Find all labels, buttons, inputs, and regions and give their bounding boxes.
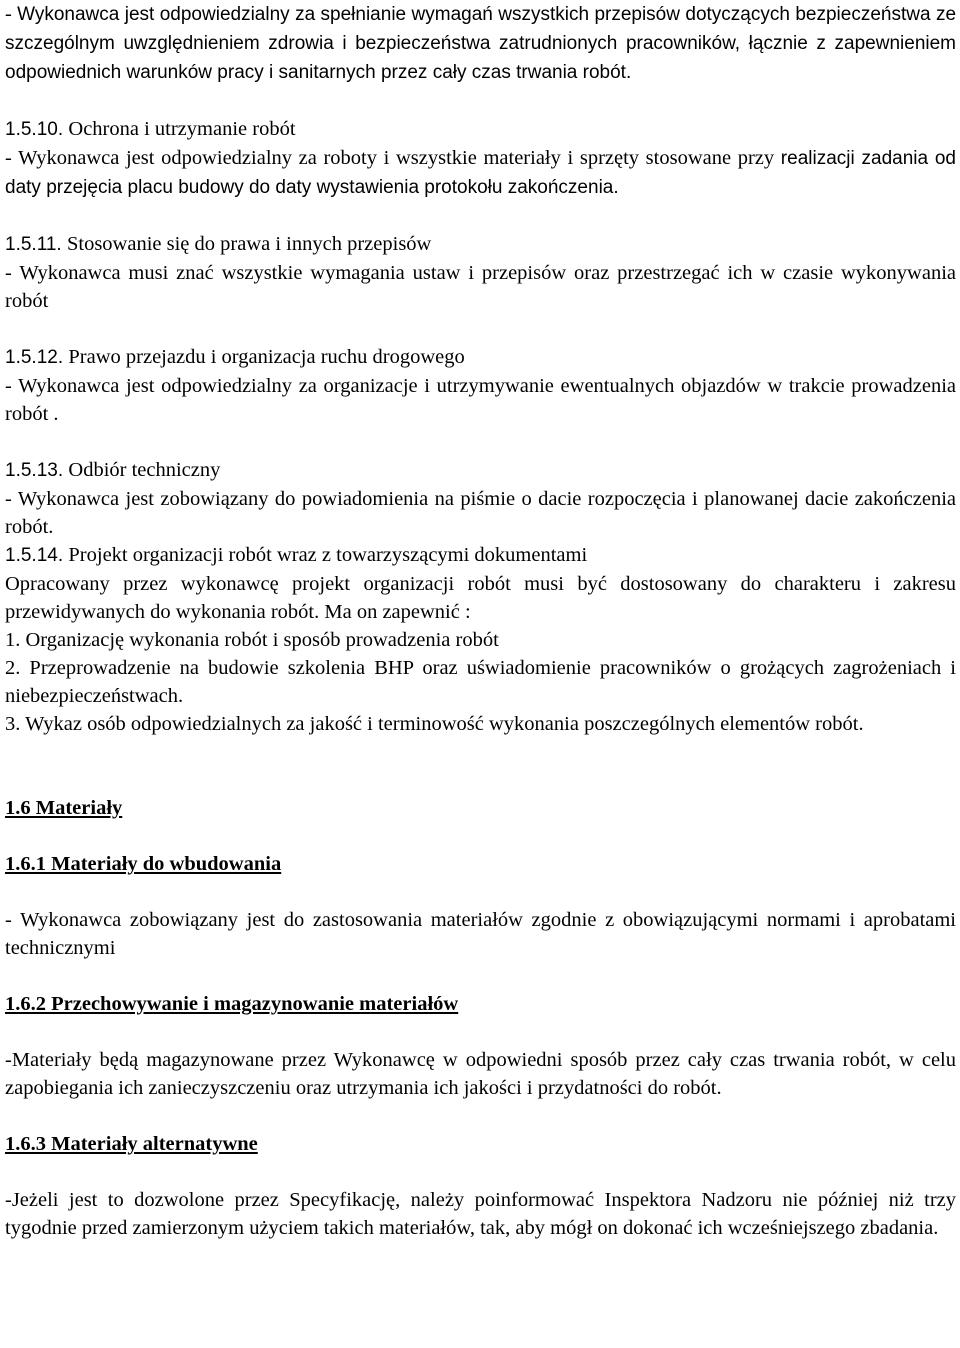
section-title: Stosowanie się do prawa i innych przepisów <box>66 233 432 255</box>
list-item: 3. Wykaz osób odpowiedzialnych za jakość i terminowość wykonania poszczególnych elementów robót. <box>5 713 864 735</box>
section-title: Prawo przejazdu i organizacja ruchu drogowego <box>68 346 465 368</box>
section-1-5-10-body <box>5 144 956 202</box>
section-number: 1.5.14. <box>5 545 69 566</box>
list-item: 1. Organizację wykonania robót i sposób prowadzenia robót <box>5 629 499 651</box>
section-1-5-12-body: - Wykonawca jest odpowiedzialny za organizacje i utrzymywanie ewentualnych objazdów w trakcie prowadzenia robót . <box>5 375 956 425</box>
section-1-6-3-body: -Jeżeli jest to dozwolone przez Specyfikację, należy poinformować Inspektora Nadzoru nie później niż trzy tygodnie przed zamierzonym użyciem takich materiałów, tak, aby mógł on dokonać ich wcześniejszego zbadania. <box>5 1189 956 1239</box>
body-rest: realizacji zadania od daty przejęcia placu budowy do daty wystawienia protokołu zakończenia. <box>5 148 956 198</box>
list-item: 2. Przeprowadzenie na budowie szkolenia BHP oraz uświadomienie pracowników o grożących zagrożeniach i niebezpieczeństwach. <box>5 657 956 707</box>
section-1-6-1-body: - Wykonawca zobowiązany jest do zastosowania materiałów zgodnie z obowiązującymi normami i aprobatami technicznymi <box>5 909 956 959</box>
body-lead: Wykonawca jest odpowiedzialny za roboty i wszystkie materiały i sprzęty stosowane przy <box>18 147 781 169</box>
intro-paragraph <box>5 0 956 87</box>
section-1-6-2-heading: 1.6.2 Przechowywanie i magazynowanie materiałów <box>5 993 459 1015</box>
section-number: 1.5.11. <box>5 234 67 255</box>
section-number: 1.5.10. <box>5 119 69 140</box>
section-title: Projekt organizacji robót wraz z towarzyszącymi dokumentami <box>68 544 588 566</box>
intro-dash: - <box>5 3 18 25</box>
section-1-5-11-heading <box>5 230 956 259</box>
intro-text: Wykonawca jest odpowiedzialny za spełnianie wymagań wszystkich przepisów dotyczących bezpieczeństwa ze szczególnym uwzględnieniem zdrowia i bezpieczeństwa zatrudnionych pracowników, łącznie z zapewnieniem odpowiednich warunków pracy i sanitarnych przez cały czas trwania robót. <box>5 4 957 83</box>
section-1-5-13-body: - Wykonawca jest zobowiązany do powiadomienia na piśmie o dacie rozpoczęcia i planowanej dacie zakończenia robót. <box>5 488 956 538</box>
section-1-6-3-heading: 1.6.3 Materiały alternatywne <box>5 1133 258 1155</box>
section-1-6-heading: 1.6 Materiały <box>5 797 123 819</box>
section-1-5-13-heading <box>5 456 956 485</box>
dash: - <box>5 147 19 169</box>
section-1-5-14-heading <box>5 541 956 570</box>
document-page <box>5 0 956 1242</box>
section-title: Ochrona i utrzymanie robót <box>68 118 296 140</box>
section-1-5-14-body: Opracowany przez wykonawcę projekt organizacji robót musi być dostosowany do charakteru i zakresu przewidywanych do wykonania robót. Ma on zapewnić : <box>5 573 956 623</box>
section-number: 1.5.13. <box>5 460 69 481</box>
section-number: 1.5.12. <box>5 347 69 368</box>
section-1-5-12-heading <box>5 343 956 372</box>
section-1-6-2-body: -Materiały będą magazynowane przez Wykonawcę w odpowiedni sposób przez cały czas trwania robót, w celu zapobiegania ich zanieczyszczeniu oraz utrzymania ich jakości i przydatności do robót. <box>5 1049 956 1099</box>
section-1-5-10-heading <box>5 115 956 144</box>
section-1-6-1-heading: 1.6.1 Materiały do wbudowania <box>5 853 282 875</box>
section-1-5-11-body: - Wykonawca musi znać wszystkie wymagania ustaw i przepisów oraz przestrzegać ich w czasie wykonywania robót <box>5 262 956 312</box>
section-title: Odbiór techniczny <box>68 459 221 481</box>
